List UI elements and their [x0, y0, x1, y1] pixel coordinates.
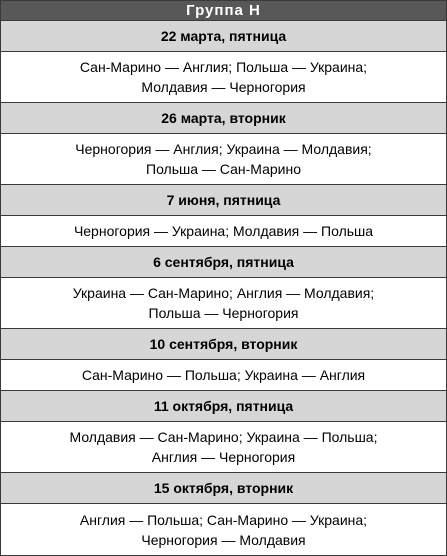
round-date: 7 июня, пятница	[1, 185, 446, 216]
match-line: Молдавия — Сан-Марино; Украина — Польша;	[69, 429, 378, 445]
round-matches	[1, 504, 446, 555]
round-date: 15 октября, вторник	[1, 473, 446, 504]
round-matches	[1, 422, 446, 473]
match-line: Сан-Марино — Англия; Польша — Украина;	[79, 59, 368, 75]
match-line: Черногория — Англия; Украина — Молдавия;	[75, 141, 372, 157]
round-date: 6 сентября, пятница	[1, 247, 446, 278]
round-matches	[1, 52, 446, 103]
round-date: 10 сентября, вторник	[1, 329, 446, 360]
rounds-list	[1, 21, 446, 555]
match-line: Польша — Черногория	[148, 305, 299, 321]
round-block	[1, 247, 446, 329]
match-line: Польша — Сан-Марино	[146, 161, 301, 177]
match-line: Англия — Черногория	[151, 449, 296, 465]
match-line: Сан-Марино — Польша; Украина — Англия	[81, 367, 366, 383]
round-block	[1, 21, 446, 103]
round-matches	[1, 360, 446, 391]
round-block	[1, 391, 446, 473]
round-date: 26 марта, вторник	[1, 103, 446, 134]
match-line: Англия — Польша; Сан-Марино — Украина;	[79, 511, 368, 528]
match-line: Черногория — Украина; Молдавия — Польша	[73, 223, 374, 239]
round-matches	[1, 278, 446, 329]
match-line: Молдавия — Черногория	[141, 79, 306, 95]
match-line: Черногория — Молдавия	[141, 531, 306, 548]
round-date: 11 октября, пятница	[1, 391, 446, 422]
match-line: Украина — Сан-Марино; Англия — Молдавия;	[72, 285, 375, 301]
round-matches	[1, 216, 446, 247]
round-matches	[1, 134, 446, 185]
round-block	[1, 185, 446, 247]
round-date: 22 марта, пятница	[1, 21, 446, 52]
round-block	[1, 329, 446, 391]
table-title: Группа H	[1, 1, 446, 21]
round-block	[1, 103, 446, 185]
round-block	[1, 473, 446, 555]
